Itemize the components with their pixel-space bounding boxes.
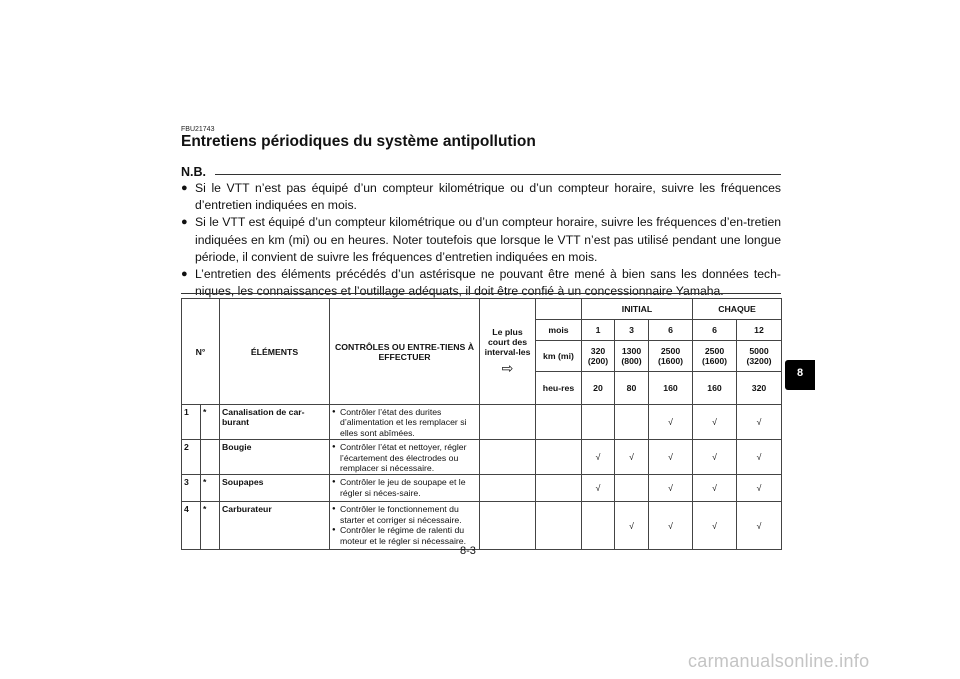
- interval-value: 320 (200): [582, 341, 615, 372]
- row-number: 3: [182, 475, 201, 502]
- check-line: [332, 477, 477, 498]
- check-mark: √: [649, 440, 693, 475]
- arrow-right-icon: ⇨: [501, 359, 514, 376]
- note-text: Si le VTT n’est pas équipé d’un compteur kilométrique ou d’un compteur horaire, suivre les fréquences d’entretien indiquées en mois.: [195, 181, 781, 213]
- check-mark: [615, 405, 649, 440]
- table-row: [182, 405, 782, 440]
- check-mark: [582, 502, 615, 550]
- bullet-icon: ●: [332, 527, 336, 534]
- unit-cell: [536, 502, 582, 550]
- check-mark: √: [693, 475, 737, 502]
- page-title: Entretiens périodiques du système antipollution: [181, 133, 536, 150]
- header-chaque: CHAQUE: [693, 299, 782, 320]
- interval-value: 320: [737, 372, 782, 405]
- nb-divider: [215, 174, 781, 175]
- row-number: 4: [182, 502, 201, 550]
- check-mark: √: [582, 440, 615, 475]
- check-mark: √: [693, 440, 737, 475]
- interval-value: 2500 (1600): [693, 341, 737, 372]
- unit-label: heu-res: [536, 372, 582, 405]
- check-mark: [615, 475, 649, 502]
- note-item: [181, 214, 781, 266]
- unit-cell: [536, 475, 582, 502]
- row-number: 2: [182, 440, 201, 475]
- row-star: *: [201, 475, 220, 502]
- check-text: Contrôler le fonctionnement du starter et corriger si nécessaire.: [340, 504, 462, 525]
- check-mark: √: [649, 502, 693, 550]
- check-line: [332, 525, 477, 546]
- nb-header: [181, 165, 781, 179]
- row-item: Canalisation de car-burant: [220, 405, 330, 440]
- row-star: *: [201, 405, 220, 440]
- check-text: Contrôler le régime de ralenti du moteur et le régler si nécessaire.: [340, 525, 467, 546]
- bullet-icon: ●: [332, 444, 336, 451]
- check-line: [332, 504, 477, 525]
- row-item: Carburateur: [220, 502, 330, 550]
- header-checks: CONTRÔLES OU ENTRE-TIENS À EFFECTUER: [330, 299, 480, 405]
- note-text: L’entretien des éléments précédés d’un astérisque ne pouvant être mené à bien sans les données tech-niques, les connaissances et l’outillage adéquats, il doit être confié à un concessionnaire Yamaha.: [195, 267, 781, 299]
- row-number: 1: [182, 405, 201, 440]
- check-mark: √: [737, 405, 782, 440]
- interval-value: 20: [582, 372, 615, 405]
- header-shortest-interval: [480, 299, 536, 405]
- check-mark: √: [737, 475, 782, 502]
- bullet-icon: ●: [332, 506, 336, 513]
- check-text: Contrôler le jeu de soupape et le régler si néces-saire.: [340, 477, 466, 498]
- unit-label: km (mi): [536, 341, 582, 372]
- row-checks: [330, 440, 480, 475]
- check-text: Contrôler l’état et nettoyer, régler l’écartement des électrodes ou remplacer si nécessaire.: [340, 442, 467, 474]
- shortest-cell: [480, 502, 536, 550]
- page-number: 8-3: [460, 545, 476, 557]
- table-row: [182, 440, 782, 475]
- shortest-cell: [480, 440, 536, 475]
- notes-list: [181, 180, 781, 300]
- interval-value: 12: [737, 320, 782, 341]
- check-line: [332, 407, 477, 438]
- shortest-interval-label: Le plus court des interval-les: [484, 326, 531, 357]
- check-line: [332, 442, 477, 473]
- bullet-icon: ●: [181, 182, 188, 194]
- interval-value: 80: [615, 372, 649, 405]
- row-star: [201, 440, 220, 475]
- maintenance-table: [181, 298, 782, 550]
- notes-end-divider: [181, 293, 781, 294]
- nb-label: N.B.: [181, 165, 206, 179]
- row-item: Bougie: [220, 440, 330, 475]
- row-item: Soupapes: [220, 475, 330, 502]
- watermark: carmanualsonline.info: [688, 651, 870, 671]
- note-text: Si le VTT est équipé d’un compteur kilométrique ou d’un compteur horaire, suivre les fréquences d’en-tretien indiquées en km (mi) ou en heures. Noter toutefois que lorsque le VTT n’est pas utilisé pendant une longue période, il convient de suivre les fréquences d’entretien indiquées en mois.: [195, 215, 781, 264]
- chapter-tab: 8: [785, 360, 815, 390]
- document-code: FBU21743: [181, 126, 215, 133]
- check-mark: √: [693, 502, 737, 550]
- check-mark: √: [582, 475, 615, 502]
- unit-label: mois: [536, 320, 582, 341]
- check-mark: √: [615, 440, 649, 475]
- table-row: [182, 502, 782, 550]
- bullet-icon: ●: [332, 479, 336, 486]
- check-mark: √: [649, 475, 693, 502]
- check-mark: √: [649, 405, 693, 440]
- row-checks: [330, 475, 480, 502]
- header-number: N°: [182, 299, 220, 405]
- interval-value: 3: [615, 320, 649, 341]
- note-item: [181, 180, 781, 214]
- bullet-icon: ●: [332, 409, 336, 415]
- interval-value: 6: [693, 320, 737, 341]
- shortest-cell: [480, 475, 536, 502]
- bullet-icon: ●: [181, 216, 188, 229]
- shortest-cell: [480, 405, 536, 440]
- row-checks: [330, 405, 480, 440]
- interval-value: 160: [693, 372, 737, 405]
- unit-cell: [536, 405, 582, 440]
- interval-value: 1: [582, 320, 615, 341]
- interval-value: 160: [649, 372, 693, 405]
- check-text: Contrôler l’état des durites d’alimentation et les remplacer si elles sont abîmées.: [340, 407, 467, 438]
- interval-value: 1300 (800): [615, 341, 649, 372]
- header-elements: ÉLÉMENTS: [220, 299, 330, 405]
- check-mark: [582, 405, 615, 440]
- interval-value: 6: [649, 320, 693, 341]
- check-mark: √: [737, 502, 782, 550]
- table-row: [182, 475, 782, 502]
- check-mark: √: [737, 440, 782, 475]
- bullet-icon: ●: [181, 268, 188, 281]
- note-item: [181, 266, 781, 300]
- row-star: *: [201, 502, 220, 550]
- check-mark: √: [693, 405, 737, 440]
- header-initial: INITIAL: [582, 299, 693, 320]
- check-mark: √: [615, 502, 649, 550]
- row-checks: [330, 502, 480, 550]
- interval-value: 2500 (1600): [649, 341, 693, 372]
- header-blank: [536, 299, 582, 320]
- unit-cell: [536, 440, 582, 475]
- interval-value: 5000 (3200): [737, 341, 782, 372]
